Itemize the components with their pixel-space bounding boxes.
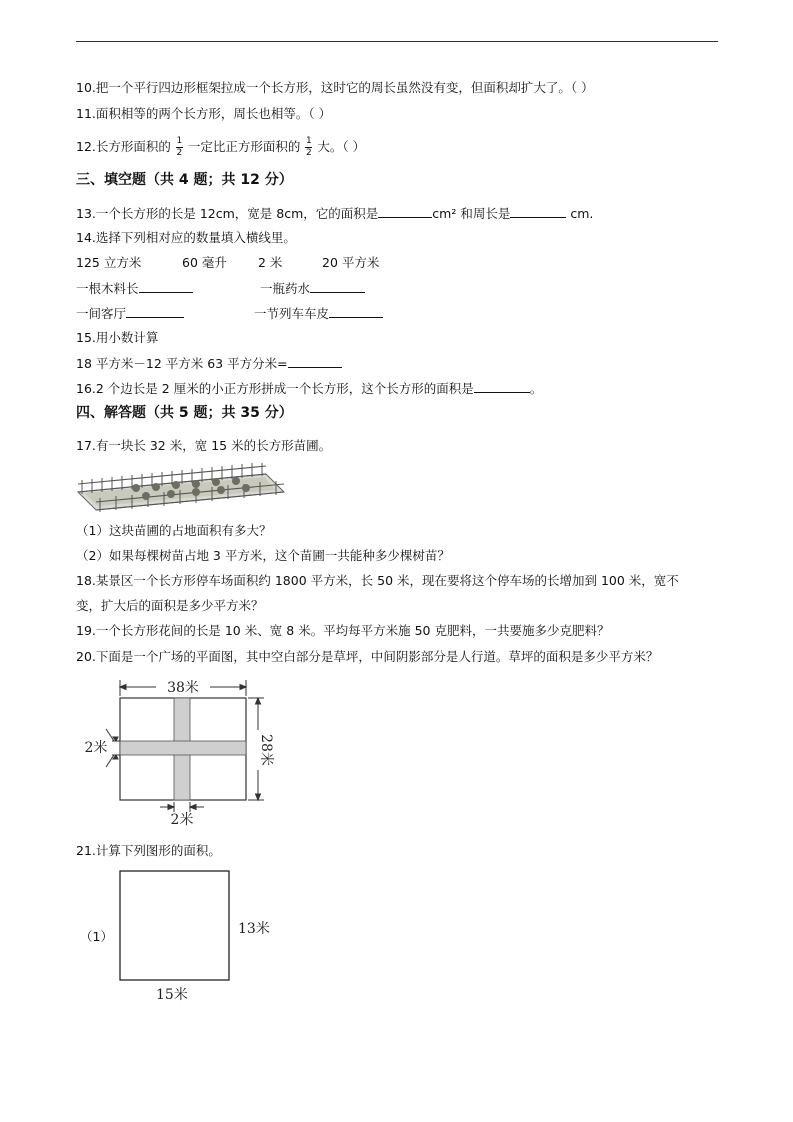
sub-question-label: （1） <box>80 929 113 944</box>
question-19: 19.一个长方形花间的长是 10 米、宽 8 米。平均每平方米施 50 克肥料，一共要施多少克肥料？ <box>76 623 610 638</box>
frac-den: 2 <box>306 148 312 158</box>
q17-sub-2: （2）如果每棵树苗占地 3 平方米，这个苗圃一共能种多少棵树苗？ <box>76 548 450 563</box>
answer-blank[interactable] <box>310 280 365 293</box>
rectangle-bottom-label: 15米 <box>156 987 188 1003</box>
q13-text-3: cm. <box>570 206 594 221</box>
frac-den: 2 <box>176 148 183 158</box>
question-20-prompt: 20.下面是一个广场的平面图，其中空白部分是草坪，中间阴影部分是人行道。草坪的面积是多少平方米？ <box>76 649 659 664</box>
answer-blank[interactable] <box>288 355 342 368</box>
option-125-cubic-meters: 125 立方米 <box>76 255 142 270</box>
question-13 <box>76 205 593 222</box>
question-17-prompt: 17.有一块长 32 米，宽 15 米的长方形苗圃。 <box>76 438 332 453</box>
plaza-plan-figure <box>76 674 276 834</box>
option-20-square-meters: 20 平方米 <box>322 255 380 270</box>
fraction-half-2 <box>305 137 312 158</box>
question-16 <box>76 380 542 397</box>
q12-text-3: 大。（ ） <box>317 139 366 154</box>
q13-text-1: 13.一个长方形的长是 12cm，宽是 8cm，它的面积是 <box>76 206 379 221</box>
item-label: 一间客厅 <box>76 306 127 321</box>
question-12 <box>76 137 365 158</box>
left-dimension-label: 2米 <box>84 740 108 756</box>
question-14-prompt: 14.选择下列相对应的数量填入横线里。 <box>76 230 296 245</box>
answer-blank-area[interactable] <box>378 205 432 218</box>
question-10: 10.把一个平行四边形框架拉成一个长方形，这时它的周长虽然没有变，但面积却扩大了。（ ） <box>76 80 594 95</box>
q15-expr-text: 18 平方米－12 平方米 63 平方分米= <box>76 356 288 371</box>
question-18-line-1: 18.某景区一个长方形停车场面积约 1800 平方米，长 50 米，现在要将这个停车场的长增加到 100 米，宽不 <box>76 573 679 588</box>
q14-item-wood <box>76 280 193 297</box>
top-rule <box>76 41 718 42</box>
question-11: 11.面积相等的两个长方形，周长也相等。（ ） <box>76 106 332 121</box>
q17-sub-1: （1）这块苗圃的占地面积有多大？ <box>76 523 272 538</box>
rectangle-outline <box>120 871 229 980</box>
answer-blank[interactable] <box>126 305 184 318</box>
q16-text-2: 。 <box>529 381 543 396</box>
answer-blank[interactable] <box>329 305 383 318</box>
option-2-meters: 2 米 <box>258 255 283 270</box>
item-label: 一瓶药水 <box>260 281 311 296</box>
fraction-half-1 <box>176 137 183 158</box>
item-label: 一根木料长 <box>76 281 139 296</box>
right-dimension-label: 28米 <box>258 734 274 766</box>
section-3-heading: 三、填空题（共 4 题；共 12 分） <box>76 172 293 188</box>
frac-num: 1 <box>176 136 183 146</box>
q12-text-2: 一定比正方形面积的 <box>187 139 301 154</box>
rectangle-figure <box>119 870 231 982</box>
answer-blank-perimeter[interactable] <box>510 205 566 218</box>
option-60-ml: 60 毫升 <box>182 255 227 270</box>
question-15-prompt: 15.用小数计算 <box>76 330 159 345</box>
section-4-heading: 四、解答题（共 5 题；共 35 分） <box>76 405 293 421</box>
q13-text-2: cm² 和周长是 <box>432 206 511 221</box>
q16-text-1: 16.2 个边长是 2 厘米的小正方形拼成一个长方形，这个长方形的面积是 <box>76 381 474 396</box>
q12-text-1: 12.长方形面积的 <box>76 139 171 154</box>
q14-item-train-car <box>254 305 383 322</box>
answer-blank[interactable] <box>139 280 193 293</box>
answer-blank[interactable] <box>474 380 530 393</box>
horizontal-path <box>120 741 246 755</box>
bottom-dimension-label: 2米 <box>170 812 194 828</box>
question-21-prompt: 21.计算下列图形的面积。 <box>76 843 221 858</box>
fenced-nursery-illustration <box>76 462 286 514</box>
frac-num: 1 <box>306 136 312 146</box>
item-label: 一节列车车皮 <box>254 306 330 321</box>
rectangle-side-label: 13米 <box>238 921 270 937</box>
q14-item-medicine <box>260 280 365 297</box>
top-dimension-label: 38米 <box>167 680 199 696</box>
question-15-expression <box>76 355 342 372</box>
q14-item-living-room <box>76 305 184 322</box>
question-18-line-2: 变，扩大后的面积是多少平方米？ <box>76 598 264 613</box>
